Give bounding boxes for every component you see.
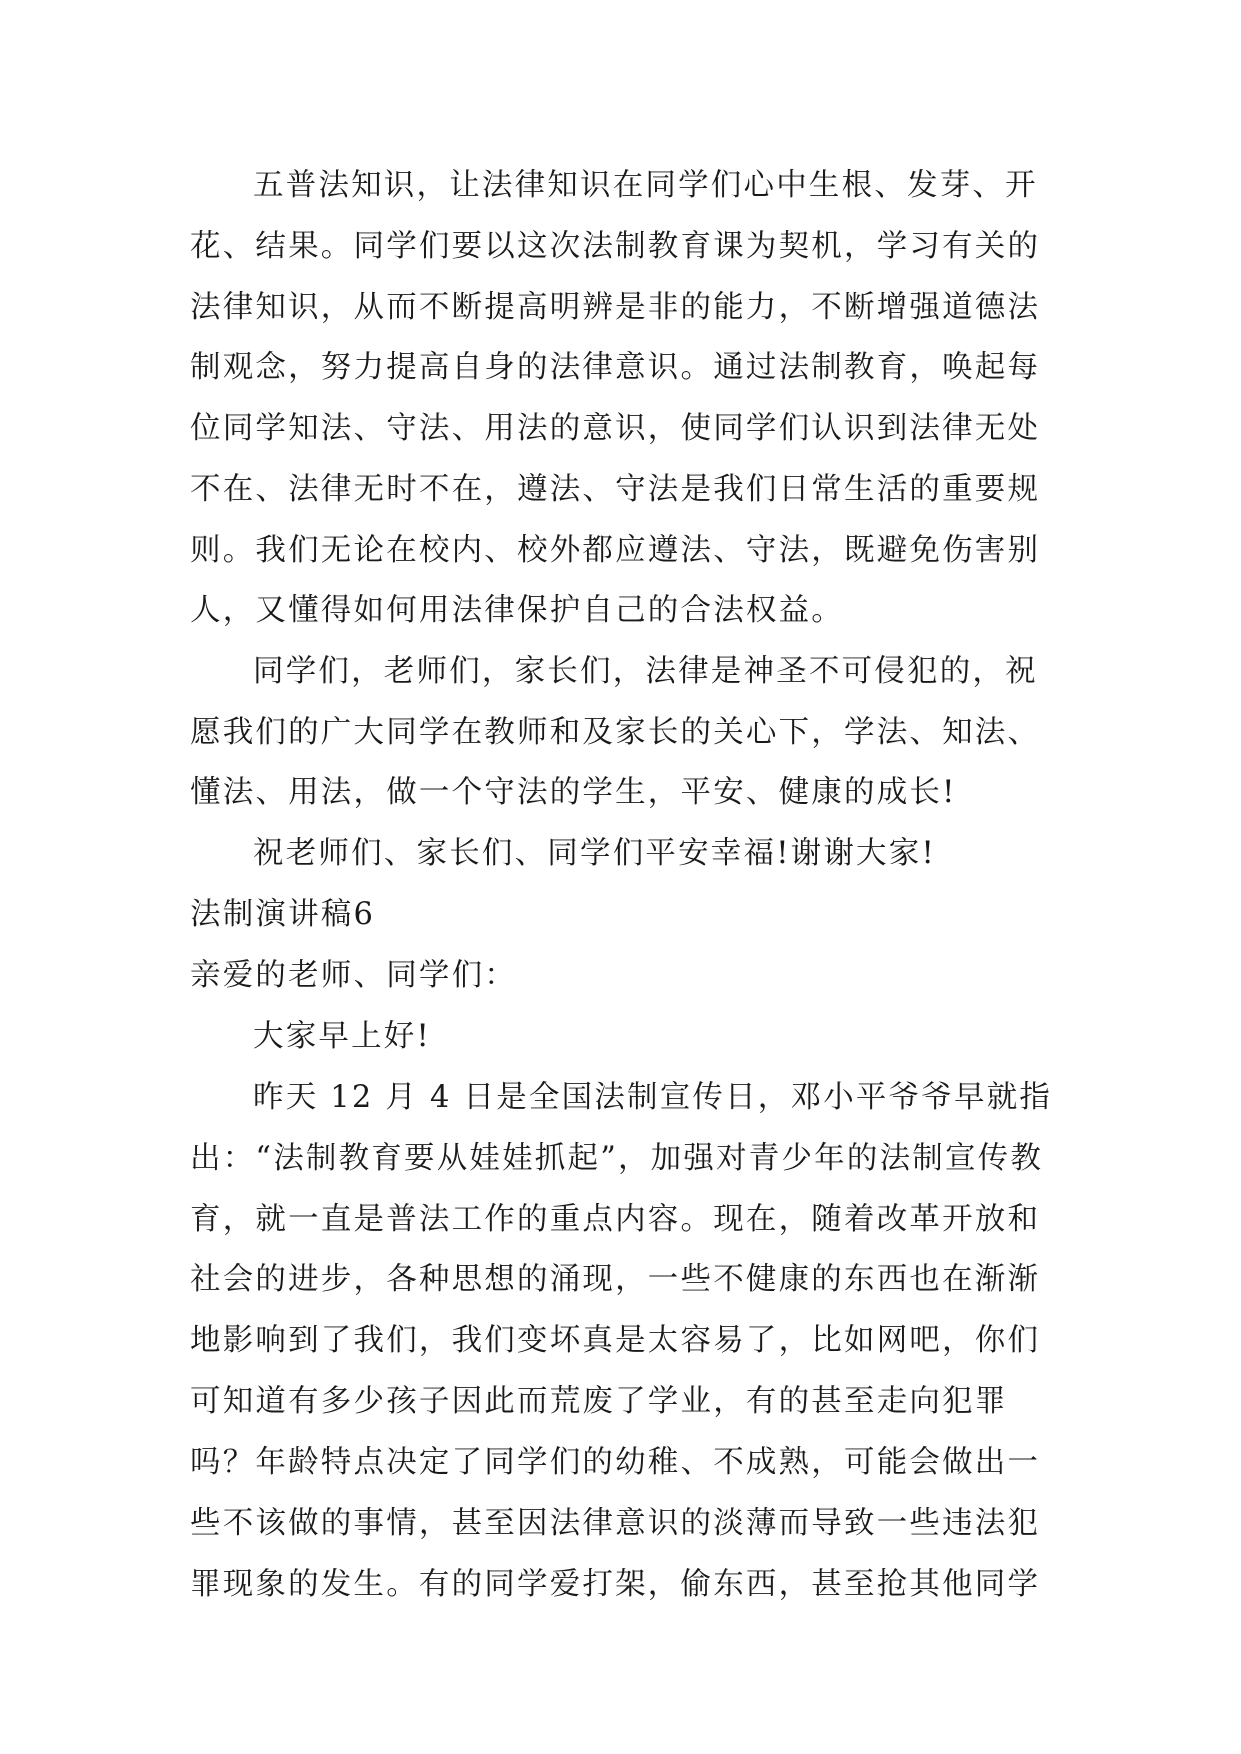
paragraph-line: 则。我们无论在校内、校外都应遵法、守法，既避免伤害别 (190, 533, 1041, 568)
paragraph-line: 人，又懂得如何用法律保护自己的合法权益。 (190, 593, 844, 628)
paragraph-line: 罪现象的发生。有的同学爱打架，偷东西，甚至抢其他同学 (190, 1567, 1041, 1602)
paragraph-line: 些不该做的事情，甚至因法律意识的淡薄而导致一些违法犯 (190, 1506, 1041, 1541)
closing-line: 祝老师们、家长们、同学们平安幸福!谢谢大家! (253, 836, 936, 871)
greeting: 大家早上好! (253, 1019, 431, 1054)
paragraph-line: 地影响到了我们，我们变坏真是太容易了，比如网吧，你们 (190, 1323, 1041, 1358)
paragraph-line: 五普法知识，让法律知识在同学们心中生根、发芽、开 (253, 168, 1038, 203)
paragraph-line: 懂法、用法，做一个守法的学生，平安、健康的成长! (190, 775, 957, 810)
paragraph-line: 法律知识，从而不断提高明辨是非的能力，不断增强道德法 (190, 290, 1041, 325)
paragraph-line: 制观念，努力提高自身的法律意识。通过法制教育，唤起每 (190, 350, 1041, 385)
paragraph-line: 社会的进步，各种思想的涌现，一些不健康的东西也在渐渐 (190, 1262, 1041, 1297)
paragraph-line: 位同学知法、守法、用法的意识，使同学们认识到法律无处 (190, 411, 1041, 446)
paragraph-line: 吗？年龄特点决定了同学们的幼稚、不成熟，可能会做出一 (190, 1445, 1041, 1480)
section-title: 法制演讲稿6 (190, 897, 376, 932)
paragraph-line: 同学们，老师们，家长们，法律是神圣不可侵犯的，祝 (253, 654, 1038, 689)
paragraph-line: 可知道有多少孩子因此而荒废了学业，有的甚至走向犯罪 (190, 1384, 1008, 1419)
paragraph-line: 育，就一直是普法工作的重点内容。现在，随着改革开放和 (190, 1202, 1041, 1237)
paragraph-line: 不在、法律无时不在，遵法、守法是我们日常生活的重要规 (190, 472, 1041, 507)
paragraph-line: 愿我们的广大同学在教师和及家长的关心下，学法、知法、 (190, 715, 1041, 750)
paragraph-line: 出：“法制教育要从娃娃抓起”，加强对青少年的法制宣传教 (190, 1141, 1044, 1176)
salutation: 亲爱的老师、同学们： (190, 958, 517, 993)
paragraph-line: 花、结果。同学们要以这次法制教育课为契机，学习有关的 (190, 229, 1041, 264)
paragraph-line: 昨天 12 月 4 日是全国法制宣传日，邓小平爷爷早就指 (253, 1080, 1053, 1115)
